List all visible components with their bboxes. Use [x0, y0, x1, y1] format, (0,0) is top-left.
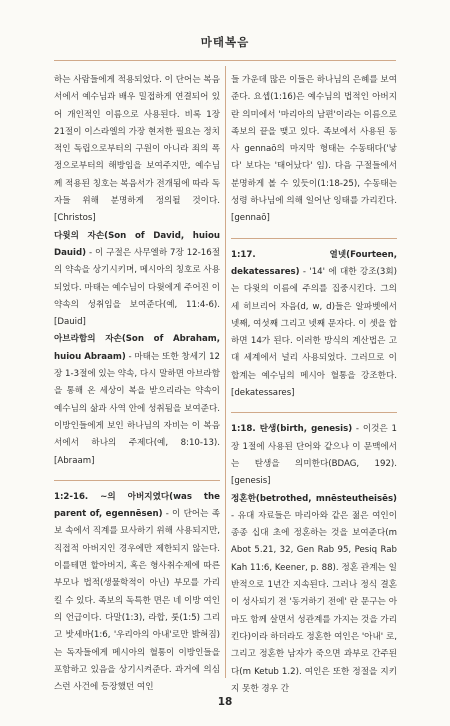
entry-heading: 1:18. 탄생(birth, genesis) [231, 424, 353, 435]
running-header: 마태복음 [200, 35, 250, 49]
paragraph: 하는 사람들에게 적용되었다. 이 단어는 복음서에서 예수님과 배우 밀접하게 연결되어 있어 개인적인 이름으로 사용된다. 비록 1장 21절이 이스라엘의 가장 현저한 필요는 정치적인 독립으로부터의 구원이 아니라 죄의 폭정으로부터의 해방임을 보여주지만, 예수님께 적용된 칭호는 복음서가 전개됨에 따라 독자들 위해 분명하게 정의될 것이다. [Christos] [54, 75, 220, 224]
entry-body: - 이 단어는 족보 속에서 직계를 묘사하기 위해 사용되지만, 직접적 아버지인 경우에만 제한되지 않는다. 이를테면 할아버지, 혹은 형사취수제에 따른 부모나 법적(생물학적이 아닌) 부모를 가리킬 수 있다. 족보의 독특한 면은 네 이방 여인의 언급이다. 다말(1:3), 라합, 룻(1:5) 그리고 밧세바(1:6, '우리아의 아내'로만 밝혀짐)는 독자들에게 메시아의 혈통이 이방인들을 포함하고 있음을 상기시켜준다. 과거에 의심스런 사건에 등장했던 여인 [54, 509, 220, 693]
section-rule [231, 412, 397, 413]
column-divider [225, 66, 226, 678]
entry-heading: 아브라함의 자손(Son of Abraham, huiou Abraam) [54, 334, 220, 362]
header-rule [54, 60, 396, 61]
entry-body: - 유대 자료들은 마리아와 같은 젊은 여인이 종종 십대 초에 정혼하는 것을 보여준다(m Abot 5.21, 32, Gen Rab 95, Pesiq Rab Kah 11:6, Keener, p. 88). 정혼 관계는 일반적으로 1년간 지속된다. 그러나 정식 결혼이 성사되기 전 '동거하기 전에' 란 문구는 아마도 함께 살면서 성관계를 가지는 것을 가리킨다)이라 하더라도 정혼한 여인은 '아내' 로, 그리고 정혼한 남자가 죽으면 과부로 간주된다(m Ketub 1.2). 여인은 또한 정절을 지키지 못한 경우 간 [231, 510, 397, 694]
entry-abraham [54, 331, 220, 469]
paragraph: 들 가운데 많은 이들은 하나님의 은혜를 보여준다. 요셉(1:16)은 예수님의 법적인 아버지란 의미에서 '마리아의 남편'이라는 이름으로 족보의 끝을 맺고 있다. 족보에서 사용된 동사 gennaō의 마지막 형태는 수동태다('낳다' 보다는 '태어났다' 임). 다음 구절들에서 분명하게 볼 수 있듯이(1:18-25), 수동태는 성령 하나님에 의해 일어난 잉태를 가리킨다. [gennaō] [231, 75, 397, 224]
entry-heading: 다윗의 자손(Son of David, huiou Dauid) [54, 230, 220, 258]
entry-parent [54, 489, 220, 697]
entry-body: - '14' 에 대한 강조(3회)는 다윗의 이름에 주의를 집중시킨다. 그의 세 히브리어 자음(d, w, d)들은 알파벳에서 넷째, 여섯째 그리고 넷째 문자다. 이 셋을 합하면 14가 된다. 이러한 방식의 계산법은 고대 세계에서 널리 사용되었다. 그러므로 이 합계는 예수님의 메시아 혈통을 강조한다. [dekatessares] [231, 266, 397, 399]
entry-heading: 1:2-16. ~의 아버지였다(was the parent of, egennēsen) [54, 491, 220, 520]
entry-birth [231, 421, 397, 490]
section-rule [54, 480, 220, 481]
entry-david [54, 228, 220, 332]
entry-betrothed [231, 491, 397, 699]
entry-fourteen [231, 247, 397, 403]
entry-body: - 마태는 또한 창세기 12장 1-3절에 있는 약속, 다시 말하면 아브라함을 통해 온 세상이 복을 받으리라는 약속이 예수님의 삶과 사역 안에 성취됨을 보여준다. 이방인들에게 보인 하나님의 자비는 이 복음서에서 하나의 주제다(예, 8:10-13). [Abraam] [54, 351, 221, 466]
entry-body: - 이 구절은 사무엘하 7장 12-16절의 약속을 상기시키며, 메시아의 칭호로 사용되었다. 마태는 예수님이 다윗에게 주어진 이 약속의 성취임을 보여준다(예, 11:4-6). [Dauid] [54, 247, 220, 328]
right-column [231, 72, 397, 698]
entry-body: - 이것은 1장 1절에 사용된 단어와 같으나 이 문맥에서는 탄생을 의미한다(BDAG, 192). [genesis] [231, 424, 397, 487]
entry-heading: 1:17. 열넷(Fourteen, dekatessares) [231, 249, 397, 277]
entry-heading: 정혼한(betrothed, mnēsteutheisēs) [231, 493, 397, 504]
page-number: 18 [217, 696, 233, 708]
left-column [54, 72, 220, 696]
section-rule [231, 238, 397, 239]
